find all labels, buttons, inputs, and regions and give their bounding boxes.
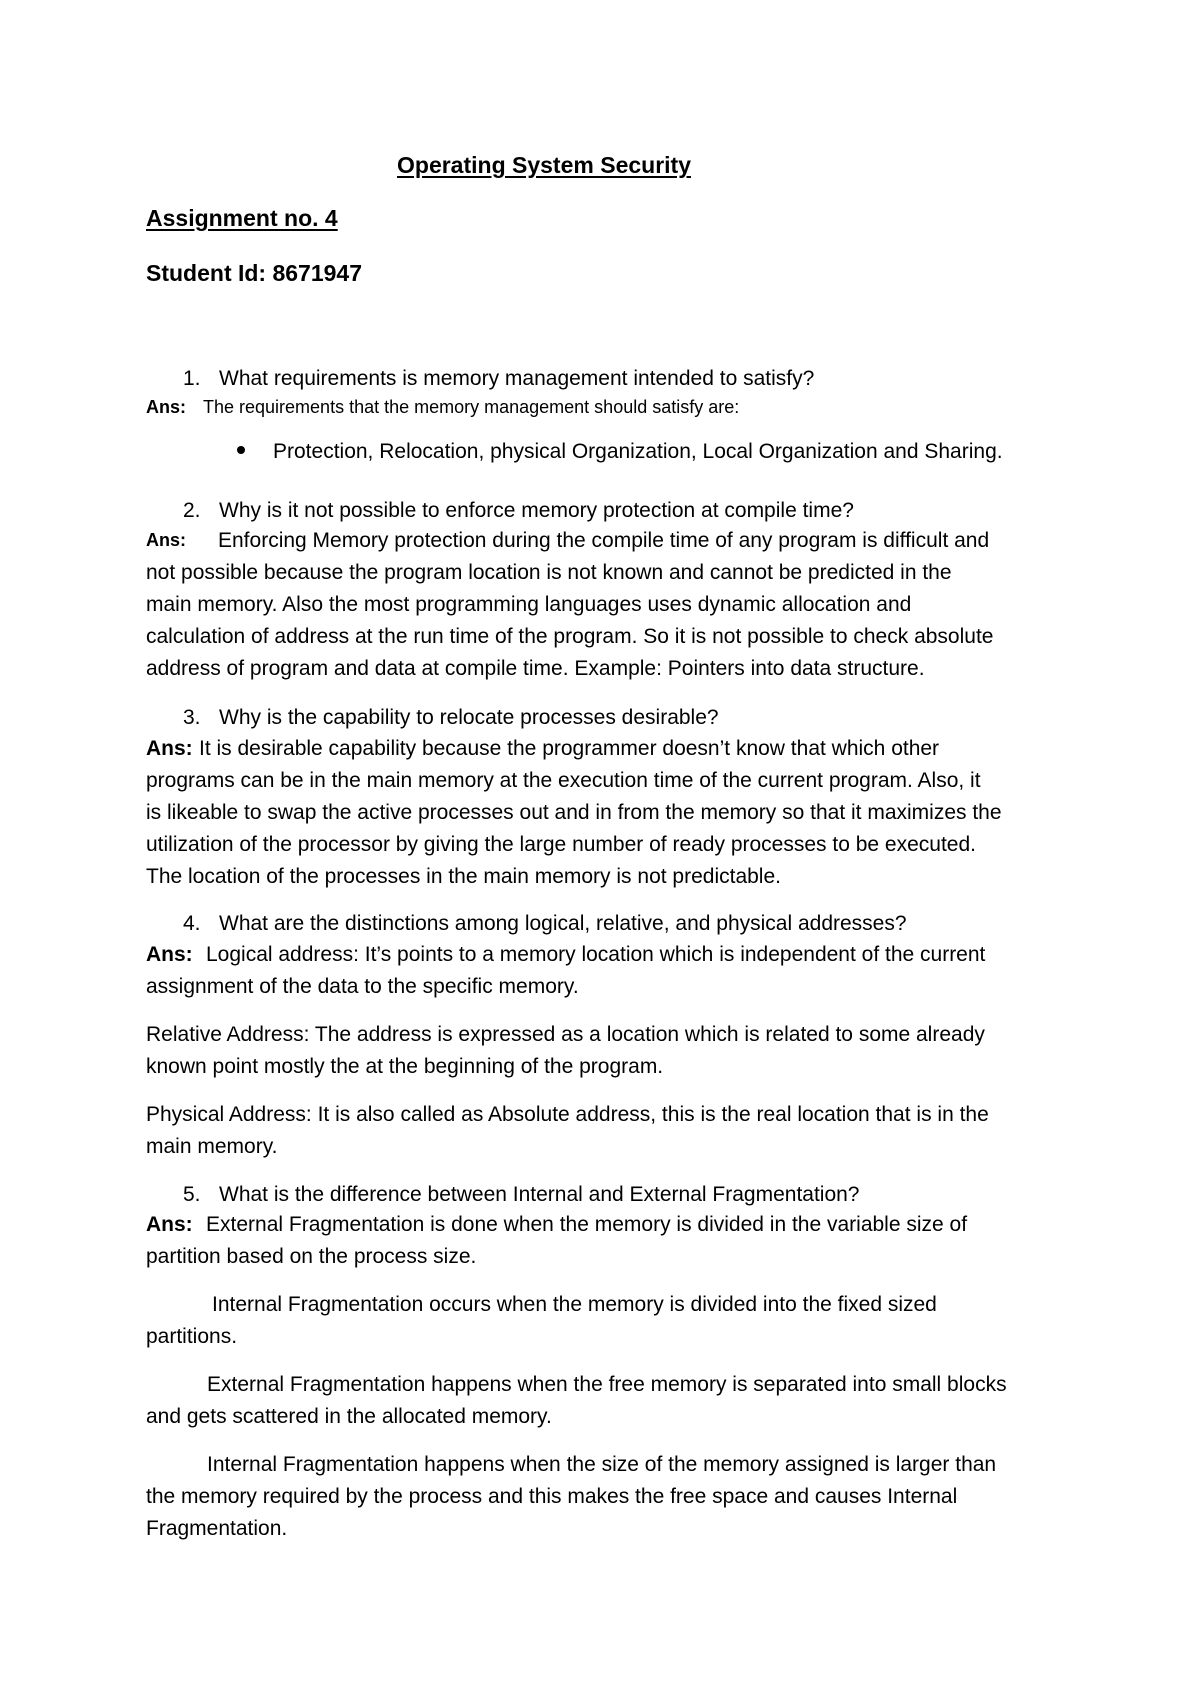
answer-1-text: The requirements that the memory management should satisfy are:: [203, 397, 740, 417]
answer-2-line: calculation of address at the run time of the program. So it is not possible to check absolute: [146, 625, 994, 648]
answer-1-label: Ans:: [146, 397, 186, 417]
answer-4-line: Physical Address: It is also called as Absolute address, this is the real location that is in the: [146, 1103, 989, 1126]
question-3-number: 3.: [183, 706, 201, 729]
answer-5-line: and gets scattered in the allocated memory.: [146, 1405, 552, 1428]
answer-5-line: Internal Fragmentation occurs when the memory is divided into the fixed sized: [212, 1293, 937, 1316]
answer-4-line: assignment of the data to the specific memory.: [146, 975, 579, 998]
answer-3-line: is likeable to swap the active processes out and in from the memory so that it maximizes the: [146, 801, 1002, 824]
answer-2-line: main memory. Also the most programming languages uses dynamic allocation and: [146, 593, 912, 616]
answer-5-line: partition based on the process size.: [146, 1245, 477, 1268]
question-1-number: 1.: [183, 367, 201, 390]
bullet-dot-icon: [237, 446, 245, 454]
answer-4-line: Logical address: It’s points to a memory location which is independent of the current: [206, 943, 986, 966]
assignment-number: Assignment no. 4: [146, 205, 338, 231]
answer-1-bullet: Protection, Relocation, physical Organization, Local Organization and Sharing.: [273, 440, 1003, 463]
answer-2-line: Enforcing Memory protection during the compile time of any program is difficult and: [218, 529, 990, 552]
answer-3-line: It is desirable capability because the programmer doesn’t know that which other: [199, 737, 940, 760]
answer-2-line: not possible because the program location is not known and cannot be predicted in the: [146, 561, 952, 584]
answer-5-line: External Fragmentation happens when the free memory is separated into small blocks: [207, 1373, 1007, 1396]
question-5-number: 5.: [183, 1183, 201, 1206]
answer-4-line: known point mostly the at the beginning of the program.: [146, 1055, 664, 1078]
document-title: Operating System Security: [397, 152, 691, 178]
student-id: Student Id: 8671947: [146, 260, 363, 286]
answer-5-line: the memory required by the process and this makes the free space and causes Internal: [146, 1485, 958, 1508]
question-1-text: What requirements is memory management intended to satisfy?: [219, 367, 815, 390]
answer-5-line: Fragmentation.: [146, 1517, 288, 1540]
answer-2-label: Ans:: [146, 530, 186, 550]
answer-4-line: Relative Address: The address is expressed as a location which is related to some already: [146, 1023, 985, 1046]
question-3-text: Why is the capability to relocate processes desirable?: [219, 706, 719, 729]
answer-3-line: programs can be in the main memory at the execution time of the current program. Also, it: [146, 769, 981, 792]
answer-3-label: Ans:: [146, 737, 193, 760]
answer-5-line: partitions.: [146, 1325, 238, 1348]
question-2-number: 2.: [183, 499, 201, 522]
question-4-number: 4.: [183, 912, 201, 935]
answer-5-line: External Fragmentation is done when the memory is divided in the variable size of: [206, 1213, 968, 1236]
answer-3-line: The location of the processes in the main memory is not predictable.: [146, 865, 781, 888]
question-4-text: What are the distinctions among logical, relative, and physical addresses?: [219, 912, 907, 935]
answer-5-label: Ans:: [146, 1213, 193, 1236]
question-2-text: Why is it not possible to enforce memory protection at compile time?: [219, 499, 854, 522]
answer-2-line: address of program and data at compile time. Example: Pointers into data structure.: [146, 657, 925, 680]
question-5-text: What is the difference between Internal and External Fragmentation?: [219, 1183, 860, 1206]
answer-3-line: utilization of the processor by giving the large number of ready processes to be executed.: [146, 833, 976, 856]
answer-4-label: Ans:: [146, 943, 193, 966]
answer-4-line: main memory.: [146, 1135, 278, 1158]
answer-5-line: Internal Fragmentation happens when the size of the memory assigned is larger than: [207, 1453, 997, 1476]
